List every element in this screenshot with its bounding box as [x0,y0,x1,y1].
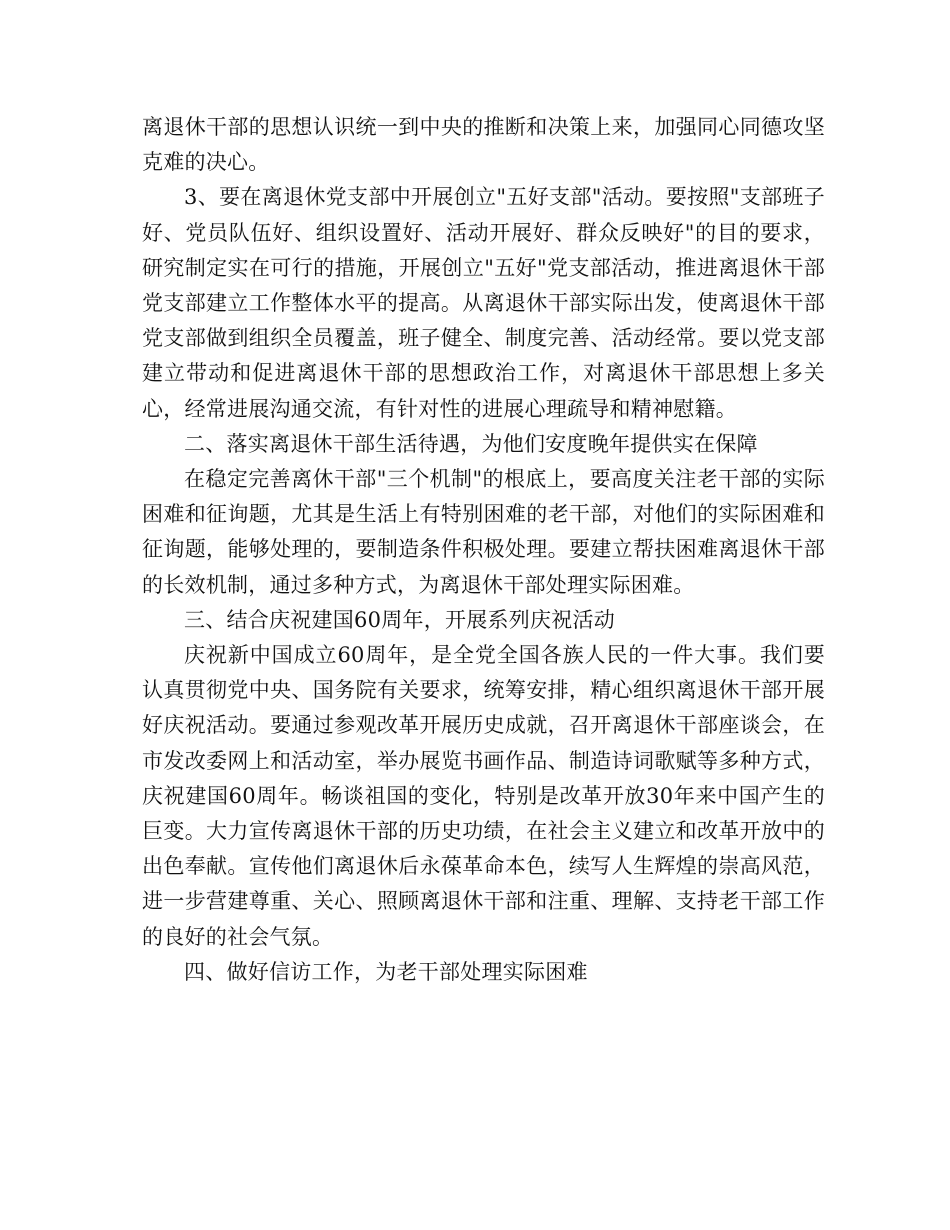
section-heading-living-benefits: 二、落实离退休干部生活待遇，为他们安度晚年提供实在保障 [184,431,758,456]
paragraph-celebration: 庆祝新中国成立60周年，是全党全国各族人民的一件大事。我们要认真贯彻党中央、国务院有关要求，统筹安排，精心组织离退休干部开展好庆祝活动。要通过参观改革开展历史成就，召开离退休干部座谈会，在市发改委网上和活动室，举办展览书画作品、制造诗词歌赋等多种方式，庆祝建国60周年。畅谈祖国的变化，特别是改革开放30年来中国产生的巨变。大力宣传离退休干部的历史功绩，在社会主义建立和改革开放中的出色奉献。宣传他们离退休后永葆革命本色，续写人生辉煌的崇高风范，进一步营建尊重、关心、照顾离退休干部和注重、理解、支持老干部工作的良好的社会气氛。 [142,643,825,949]
paragraph-continuation: 离退休干部的思想认识统一到中央的推断和决策上来，加强同心同德攻坚克难的决心。 [142,115,825,175]
document-body [142,110,825,990]
section-heading-petition-work: 四、做好信访工作，为老干部处理实际困难 [184,959,588,984]
section-heading-celebration: 三、结合庆祝建国60周年，开展系列庆祝活动 [184,607,615,632]
paragraph-living-benefits: 在稳定完善离休干部"三个机制"的根底上，要高度关注老干部的实际困难和征询题，尤其是生活上有特别困难的老干部，对他们的实际困难和征询题，能够处理的，要制造条件积极处理。要建立帮扶困难离退休干部的长效机制，通过多种方式，为离退休干部处理实际困难。 [142,467,825,597]
paragraph-five-good-branches: 3、要在离退休党支部中开展创立"五好支部"活动。要按照"支部班子好、党员队伍好、组织设置好、活动开展好、群众反映好"的目的要求，研究制定实在可行的措施，开展创立"五好"党支部活动，推进离退休干部党支部建立工作整体水平的提高。从离退休干部实际出发，使离退休干部党支部做到组织全员覆盖，班子健全、制度完善、活动经常。要以党支部建立带动和促进离退休干部的思想政治工作，对离退休干部思想上多关心，经常进展沟通交流，有针对性的进展心理疏导和精神慰籍。 [142,185,825,421]
